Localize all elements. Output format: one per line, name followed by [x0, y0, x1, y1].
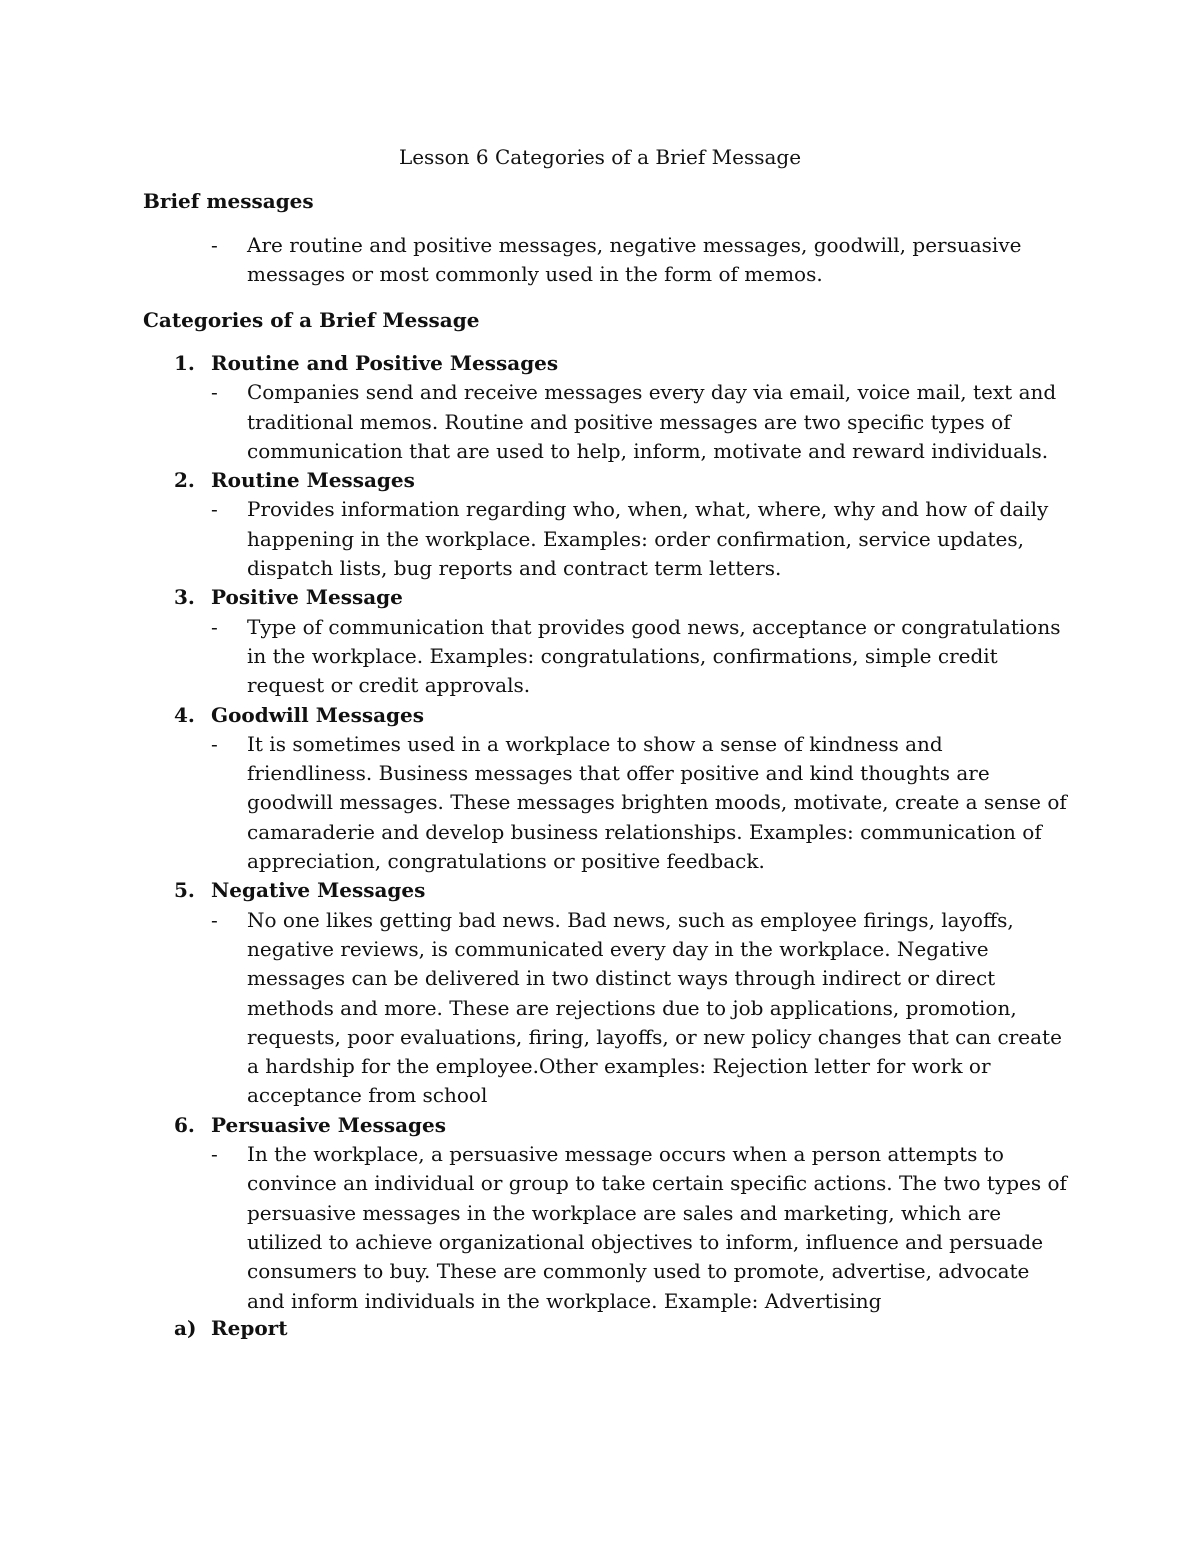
brief-messages-definition — [211, 231, 1071, 290]
document-title: Lesson 6 Categories of a Brief Message — [398, 145, 802, 169]
categories-list — [0, 349, 1200, 1316]
item-description — [211, 495, 1071, 583]
item-title: Routine Messages — [211, 468, 415, 493]
item-text: Companies send and receive messages every day via email, voice mail, text and traditional memos. Routine and positive messages are two specific types of communication that are used to help, inform, motivate and reward individuals. — [247, 380, 1057, 463]
dash-bullet: - — [211, 1142, 218, 1167]
item-title: Persuasive Messages — [211, 1112, 446, 1137]
list-item — [0, 1111, 1200, 1316]
list-item — [0, 466, 1200, 583]
item-number: 5. — [174, 878, 195, 903]
list-item — [0, 701, 1200, 877]
item-text: It is sometimes used in a workplace to show a sense of kindness and friendliness. Business messages that offer positive and kind thoughts are goodwill messages. These messages brighten moods, motivate, create a sense of camaraderie and develop business relationships. Examples: communication of appreciation, congratulations or positive feedback. — [247, 731, 1067, 874]
item-description — [211, 730, 1071, 876]
item-text: Provides information regarding who, when, what, where, why and how of daily happening in the workplace. Examples: order confirmation, service updates, dispatch lists, bug reports and contract term letters. — [247, 497, 1049, 581]
list-item — [0, 583, 1200, 700]
sub-item-letter: a) — [174, 1316, 197, 1340]
item-text: Type of communication that provides good news, acceptance or congratulations in the workplace. Examples: congratulations, confirmations, simple credit request or credit approvals. — [247, 614, 1061, 698]
dash-bullet: - — [211, 497, 218, 522]
dash-bullet: - — [211, 233, 218, 257]
item-title: Routine and Positive Messages — [211, 351, 559, 375]
sub-item-title: Report — [211, 1316, 288, 1340]
item-text: In the workplace, a persuasive message occurs when a person attempts to convince an individual or group to take certain specific actions. The two types of persuasive messages in the workplace are sales and marketing, which are utilized to achieve organizational objectives to inform, influence and persuade consumers to buy. These are commonly used to promote, advertise, advocate and inform individuals in the workplace. Example: Advertising — [247, 1142, 1067, 1313]
item-number: 3. — [174, 585, 195, 610]
item-title: Negative Messages — [211, 878, 426, 903]
item-title: Positive Message — [211, 585, 403, 610]
dash-bullet: - — [211, 731, 218, 756]
brief-messages-heading: Brief messages — [143, 189, 314, 213]
item-text: No one likes getting bad news. Bad news, such as employee firings, layoffs, negative reviews, is communicated every day in the workplace. Negative messages can be delivered in two distinct ways through indirect or direct methods and more. These are rejections due to job applications, promotion, requests, poor evaluations, firing, layoffs, or new policy changes that can create a hardship for the employee.Other examples: Rejection letter for work or acceptance from school — [247, 907, 1062, 1108]
categories-heading: Categories of a Brief Message — [143, 308, 480, 332]
dash-bullet: - — [211, 380, 218, 405]
dash-bullet: - — [211, 907, 218, 932]
list-item — [0, 349, 1200, 466]
item-title: Goodwill Messages — [211, 702, 425, 727]
item-number: 6. — [174, 1112, 195, 1137]
item-description — [211, 613, 1071, 701]
item-description — [211, 1140, 1071, 1316]
item-number: 4. — [174, 702, 195, 727]
item-number: 1. — [174, 351, 195, 375]
item-number: 2. — [174, 468, 195, 493]
dash-bullet: - — [211, 614, 218, 639]
item-description — [211, 906, 1071, 1111]
brief-messages-text: Are routine and positive messages, negative messages, goodwill, persuasive messages or most commonly used in the form of memos. — [247, 233, 1022, 287]
item-description — [211, 378, 1071, 466]
list-item — [0, 876, 1200, 1110]
